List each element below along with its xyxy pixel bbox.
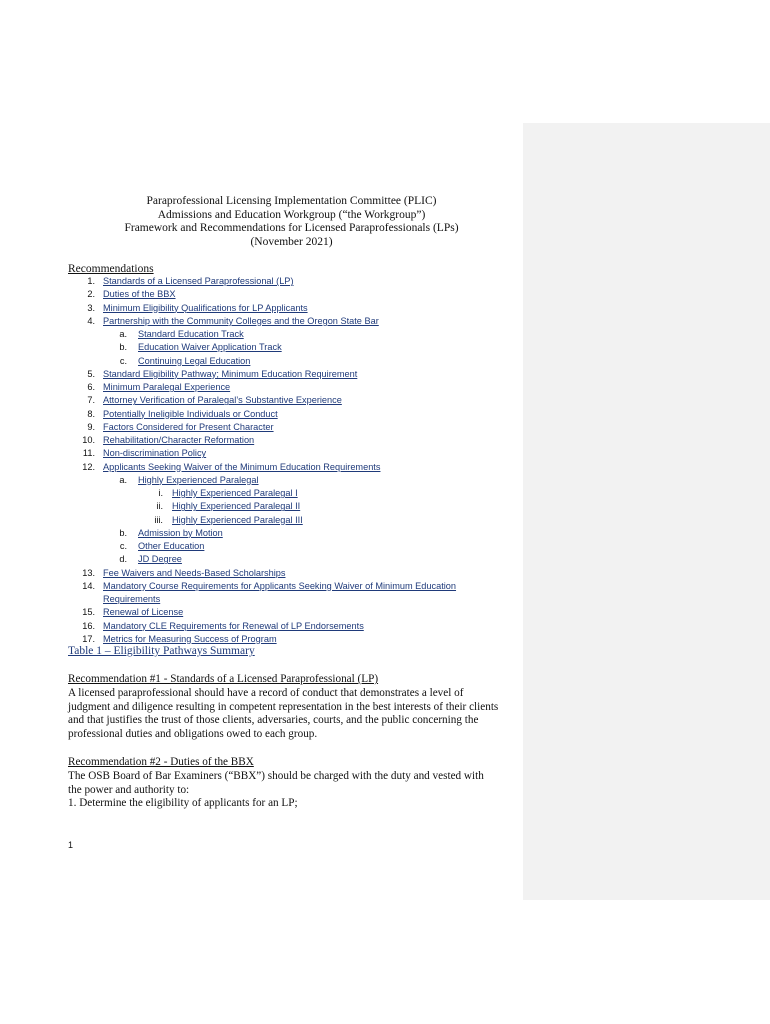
toc-item-number: 15.	[82, 607, 95, 618]
recommendation-2-line: the power and authority to:	[68, 783, 190, 796]
toc-item-link[interactable]: Mandatory Course Requirements for Applicants Seeking Waiver of Minimum Education	[103, 580, 457, 591]
toc-item-link[interactable]: Duties of the BBX	[103, 289, 176, 300]
recommendation-1-heading: Recommendation #1 - Standards of a Licensed Paraprofessional (LP)	[68, 673, 379, 685]
toc-item-number: 7.	[87, 395, 95, 406]
toc-item-link[interactable]: Minimum Paralegal Experience	[103, 382, 231, 392]
toc-item-number: 4.	[87, 315, 95, 326]
toc-item-number: c.	[119, 541, 127, 551]
toc-item-number: 2.	[87, 289, 95, 300]
recommendation-1-line: judgment and diligence resulting in competent representation in the best interests of their clients	[68, 700, 499, 713]
toc-item-link[interactable]: Other Education	[138, 541, 205, 551]
toc-item-number: a.	[119, 474, 127, 485]
toc-item-link[interactable]: Highly Experienced Paralegal II	[172, 501, 301, 512]
toc-item-link[interactable]: Renewal of License	[103, 607, 184, 618]
toc-item-link[interactable]: Standard Eligibility Pathway; Minimum Education Requirement	[103, 368, 358, 379]
toc-item-link[interactable]: Standard Education Track	[138, 329, 244, 339]
recommendation-1-line: professional duties and obligations owed to each group.	[68, 728, 318, 741]
toc-item-link[interactable]: Potentially Ineligible Individuals or Conduct	[103, 408, 278, 419]
toc-item-number: b.	[119, 527, 127, 538]
recommendation-2-line: 1. Determine the eligibility of applicants for an LP;	[68, 797, 298, 810]
table-1-link[interactable]: Table 1 – Eligibility Pathways Summary	[68, 645, 255, 657]
toc-item-number: b.	[119, 342, 127, 353]
toc-item-number: 17.	[82, 633, 95, 644]
toc-item-link[interactable]: Requirements	[103, 594, 161, 604]
toc-item-link[interactable]: Highly Experienced Paralegal	[138, 474, 259, 485]
toc-item-link[interactable]: Applicants Seeking Waiver of the Minimum Education Requirements	[103, 461, 381, 472]
toc-item-number: c.	[119, 355, 127, 366]
toc-item-number: ii.	[156, 501, 163, 512]
recommendation-2-line: The OSB Board of Bar Examiners (“BBX”) should be charged with the duty and vested with	[68, 769, 484, 782]
toc-item-number: 3.	[87, 302, 95, 313]
toc-item-number: 10.	[82, 435, 95, 445]
toc-item-link[interactable]: Mandatory CLE Requirements for Renewal of LP Endorsements	[103, 620, 364, 631]
toc-item-number: 13.	[82, 567, 95, 578]
toc-item-number: 9.	[87, 421, 95, 432]
toc-item-number: iii.	[154, 514, 163, 525]
toc-item-number: 14.	[82, 580, 95, 591]
header-line: (November 2021)	[250, 235, 333, 248]
toc-item-link[interactable]: Fee Waivers and Needs-Based Scholarships	[103, 567, 286, 578]
recommendation-1	[68, 673, 518, 742]
toc-item-number: 12.	[82, 461, 95, 472]
recommendation-1-line: A licensed paraprofessional should have a record of conduct that demonstrates a level of	[68, 686, 464, 699]
header-line: Paraprofessional Licensing Implementation Committee (PLIC)	[146, 195, 437, 207]
toc-item-link[interactable]: Metrics for Measuring Success of Program	[103, 633, 277, 644]
toc-item-link[interactable]: Standards of a Licensed Paraprofessional (LP)	[103, 276, 294, 286]
toc-item-number: a.	[119, 329, 127, 339]
toc-item-link[interactable]: Education Waiver Application Track	[138, 342, 282, 353]
toc-item-link[interactable]: Attorney Verification of Paralegal’s Substantive Experience	[103, 395, 342, 406]
page-number: 1	[68, 840, 74, 850]
toc-item-number: 5.	[87, 368, 95, 379]
toc-item-link[interactable]: Partnership with the Community Colleges and the Oregon State Bar	[103, 315, 379, 326]
recommendation-2-heading: Recommendation #2 - Duties of the BBX	[68, 756, 254, 768]
toc-item-link[interactable]: Highly Experienced Paralegal I	[172, 488, 298, 498]
toc-item-link[interactable]: JD Degree	[138, 554, 182, 565]
toc-item-number: 11.	[82, 448, 95, 459]
toc-item-link[interactable]: Rehabilitation/Character Reformation	[103, 435, 255, 445]
toc-item-link[interactable]: Continuing Legal Education	[138, 355, 251, 366]
header-line: Admissions and Education Workgroup (“the Workgroup”)	[157, 208, 426, 221]
toc-item-link[interactable]: Minimum Eligibility Qualifications for LP Applicants	[103, 302, 308, 313]
toc-item-link[interactable]: Highly Experienced Paralegal III	[172, 514, 303, 525]
comment-pane	[523, 123, 770, 900]
toc-item-link[interactable]: Admission by Motion	[138, 527, 223, 538]
toc-item-number: d.	[119, 554, 127, 565]
toc-item-link[interactable]: Non-discrimination Policy	[103, 448, 207, 459]
header-line: Framework and Recommendations for Licensed Paraprofessionals (LPs)	[124, 222, 459, 235]
toc-title: Recommendations	[68, 263, 154, 275]
toc-item-number: 1.	[87, 276, 95, 286]
toc-item-number: 6.	[87, 382, 95, 392]
toc-item-number: i.	[158, 488, 163, 498]
recommendation-2	[68, 756, 518, 811]
toc-item-number: 16.	[82, 620, 95, 631]
toc-item-link[interactable]: Factors Considered for Present Character	[103, 421, 274, 432]
toc-item-number: 8.	[87, 408, 95, 419]
recommendation-1-line: and that justifies the trust of those clients, adversaries, courts, and the public concerning the	[68, 714, 479, 727]
